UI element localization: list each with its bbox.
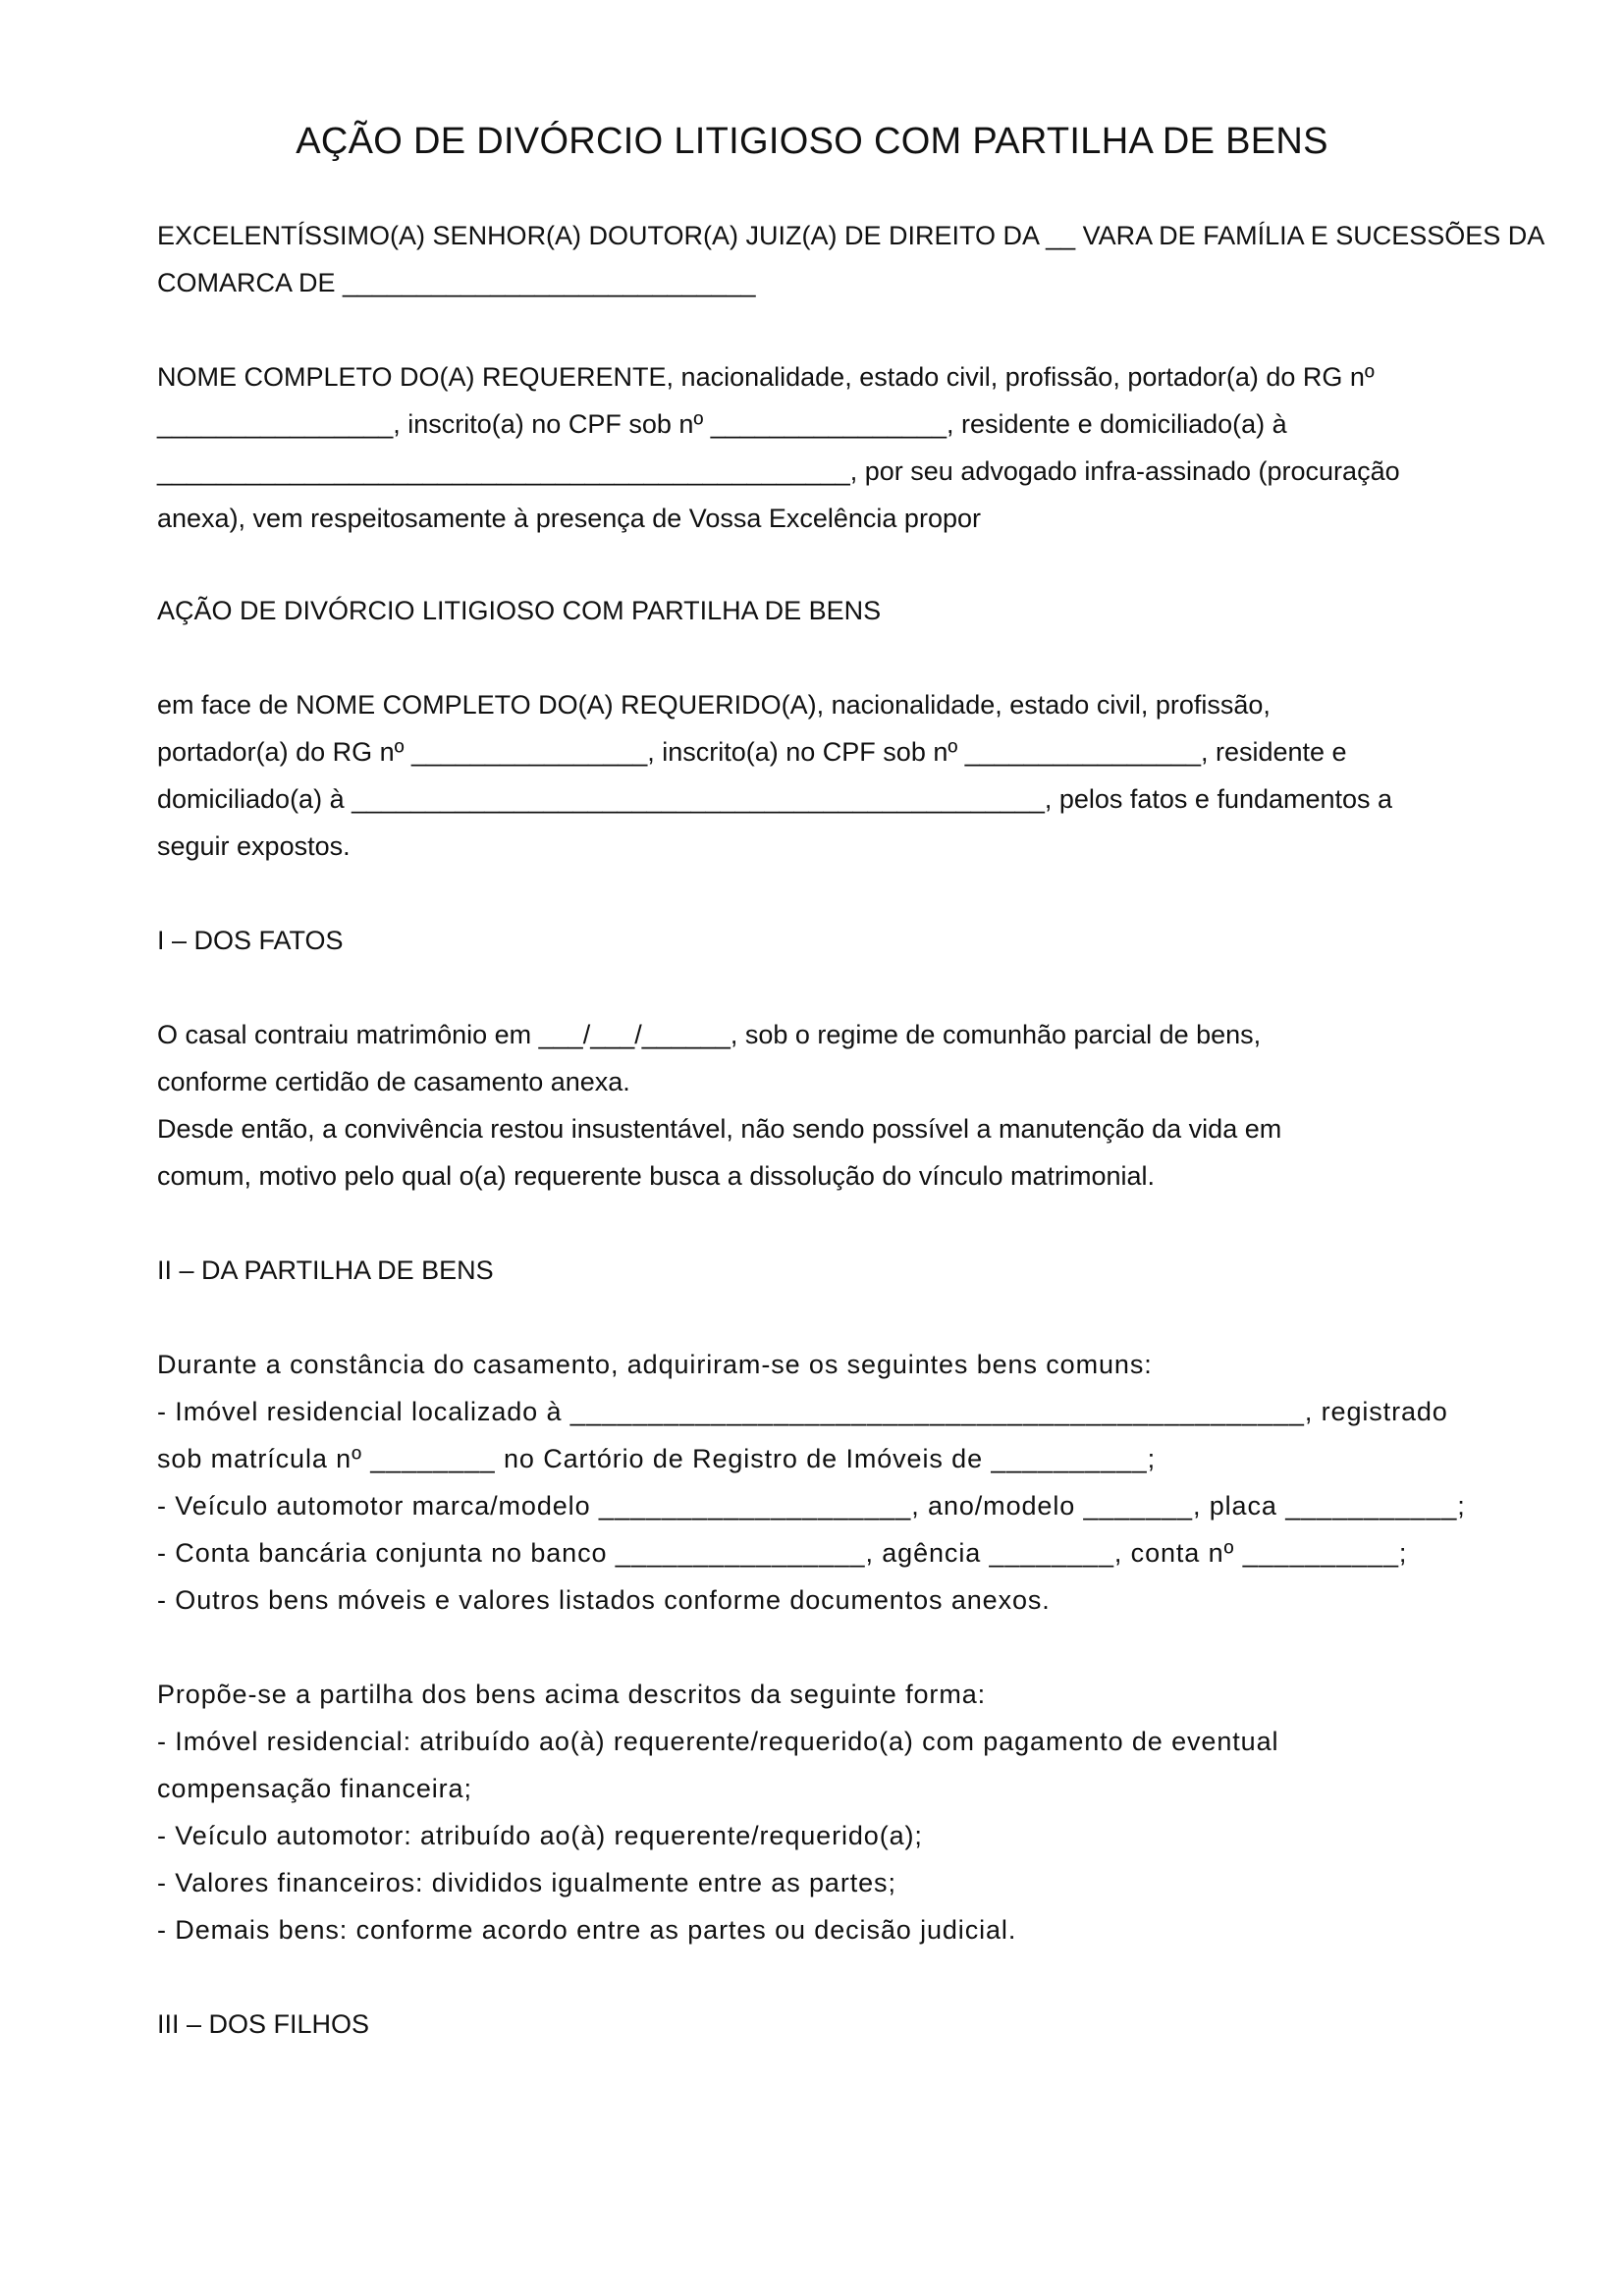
division-line: - Veículo automotor: atribuído ao(à) requerente/requerido(a); bbox=[157, 1821, 923, 1850]
defendant-line: portador(a) do RG nº ________________, inscrito(a) no CPF sob nº ________________, residente e bbox=[157, 737, 1347, 767]
facts-line: comum, motivo pelo qual o(a) requerente busca a dissolução do vínculo matrimonial. bbox=[157, 1161, 1156, 1191]
defendant-line: em face de NOME COMPLETO DO(A) REQUERIDO(A), nacionalidade, estado civil, profissão, bbox=[157, 690, 1271, 720]
document-title: AÇÃO DE DIVÓRCIO LITIGIOSO COM PARTILHA DE BENS bbox=[296, 121, 1328, 162]
assets-line: - Conta bancária conjunta no banco ________________, agência ________, conta nº __________; bbox=[157, 1538, 1408, 1568]
division-line: - Valores financeiros: divididos igualmente entre as partes; bbox=[157, 1868, 896, 1897]
plaintiff-line: NOME COMPLETO DO(A) REQUERENTE, nacionalidade, estado civil, profissão, portador(a) do RG nº bbox=[157, 362, 1375, 392]
facts-line: conforme certidão de casamento anexa. bbox=[157, 1067, 630, 1096]
division-line: Propõe-se a partilha dos bens acima descritos da seguinte forma: bbox=[157, 1680, 987, 1709]
addressee-line: EXCELENTÍSSIMO(A) SENHOR(A) DOUTOR(A) JUIZ(A) DE DIREITO DA __ VARA DE FAMÍLIA E SUCESSÕES DA bbox=[157, 221, 1545, 250]
assets-line: Durante a constância do casamento, adquiriram-se os seguintes bens comuns: bbox=[157, 1350, 1153, 1379]
facts-line: Desde então, a convivência restou insustentável, não sendo possível a manutenção da vida em bbox=[157, 1114, 1282, 1144]
section-heading-facts: I – DOS FATOS bbox=[157, 926, 344, 955]
division-line: - Demais bens: conforme acordo entre as partes ou decisão judicial. bbox=[157, 1915, 1017, 1945]
addressee-line: COMARCA DE ____________________________ bbox=[157, 268, 756, 297]
action-name: AÇÃO DE DIVÓRCIO LITIGIOSO COM PARTILHA DE BENS bbox=[157, 596, 882, 625]
assets-line: - Imóvel residencial localizado à _______________________________________________, registrado bbox=[157, 1397, 1448, 1426]
facts-line: O casal contraiu matrimônio em ___/___/______, sob o regime de comunhão parcial de bens, bbox=[157, 1020, 1262, 1049]
assets-line: - Outros bens móveis e valores listados conforme documentos anexos. bbox=[157, 1585, 1051, 1615]
plaintiff-line: anexa), vem respeitosamente à presença de Vossa Excelência propor bbox=[157, 504, 981, 533]
section-heading-assets: II – DA PARTILHA DE BENS bbox=[157, 1255, 494, 1285]
defendant-line: seguir expostos. bbox=[157, 831, 351, 861]
division-line: - Imóvel residencial: atribuído ao(à) requerente/requerido(a) com pagamento de eventual bbox=[157, 1727, 1279, 1756]
defendant-line: domiciliado(a) à _______________________________________________, pelos fatos e fundamentos a bbox=[157, 784, 1393, 814]
section-heading-children: III – DOS FILHOS bbox=[157, 2009, 370, 2039]
plaintiff-line: _______________________________________________, por seu advogado infra-assinado (procuração bbox=[157, 456, 1400, 486]
plaintiff-line: ________________, inscrito(a) no CPF sob nº ________________, residente e domiciliado(a) à bbox=[157, 409, 1287, 439]
assets-line: - Veículo automotor marca/modelo ____________________, ano/modelo _______, placa ___________; bbox=[157, 1491, 1466, 1521]
assets-line: sob matrícula nº ________ no Cartório de Registro de Imóveis de __________; bbox=[157, 1444, 1156, 1473]
division-line: compensação financeira; bbox=[157, 1774, 472, 1803]
